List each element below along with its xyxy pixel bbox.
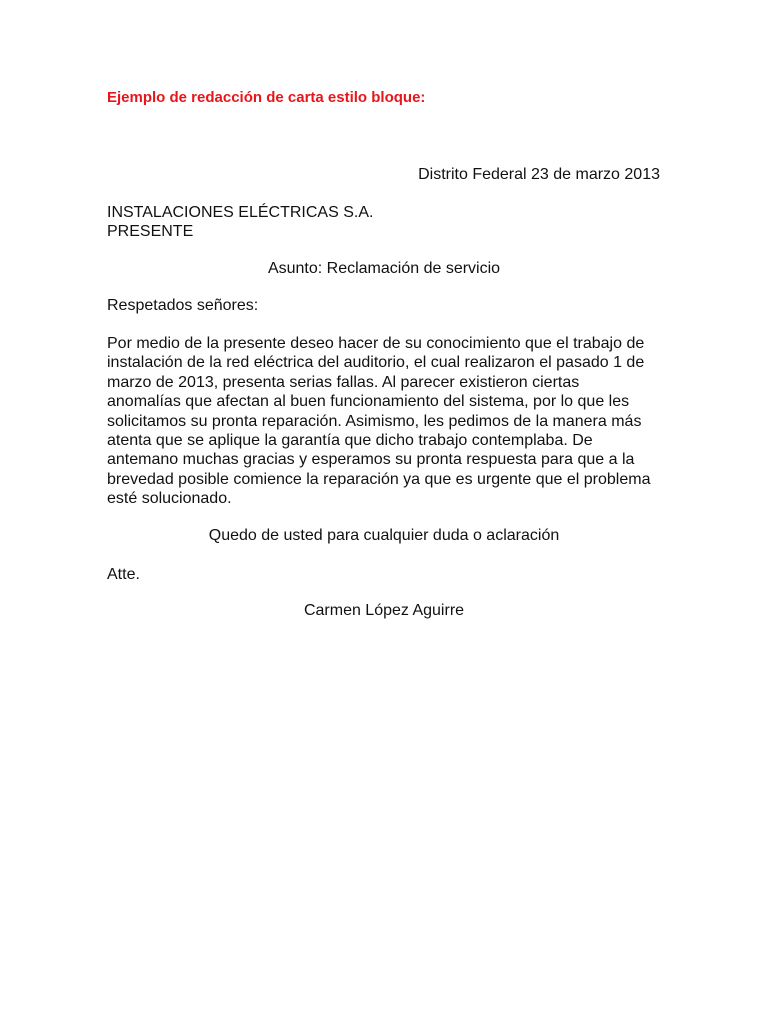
signature-name: Carmen López Aguirre: [303, 602, 465, 619]
body-line: Por medio de la presente deseo hacer de su conocimiento que el trabajo de: [107, 335, 645, 352]
body-line: anomalías que afectan al buen funcionamiento del sistema, por lo que les: [107, 393, 630, 411]
recipient-name: INSTALACIONES ELÉCTRICAS S.A.: [107, 204, 374, 221]
body-line: brevedad posible comience la reparación ya que es urgente que el problema: [107, 470, 651, 488]
salutation: Respetados señores:: [107, 297, 259, 314]
recipient-presente: PRESENTE: [107, 223, 194, 240]
body-line: marzo de 2013, presenta serias fallas. Al parecer existieron ciertas: [107, 373, 580, 391]
letter-body: [107, 334, 667, 509]
closing-line: Quedo de usted para cualquier duda o aclaración: [208, 527, 560, 544]
letter-heading: Ejemplo de redacción de carta estilo bloque:: [107, 89, 426, 106]
body-line: antemano muchas gracias y esperamos su pronta respuesta para que a la: [107, 451, 635, 469]
body-line: atenta que se aplique la garantía que dicho trabajo contemplaba. De: [107, 432, 593, 450]
atte-line: Atte.: [107, 566, 140, 583]
date-line: Distrito Federal 23 de marzo 2013: [418, 166, 660, 183]
subject-line: Asunto: Reclamación de servicio: [267, 260, 501, 277]
body-line: instalación de la red eléctrica del auditorio, el cual realizaron el pasado 1 de: [107, 354, 645, 372]
body-line: esté solucionado.: [107, 490, 232, 508]
body-line: solicitamos su pronta reparación. Asimismo, les pedimos de la manera más: [107, 412, 642, 430]
